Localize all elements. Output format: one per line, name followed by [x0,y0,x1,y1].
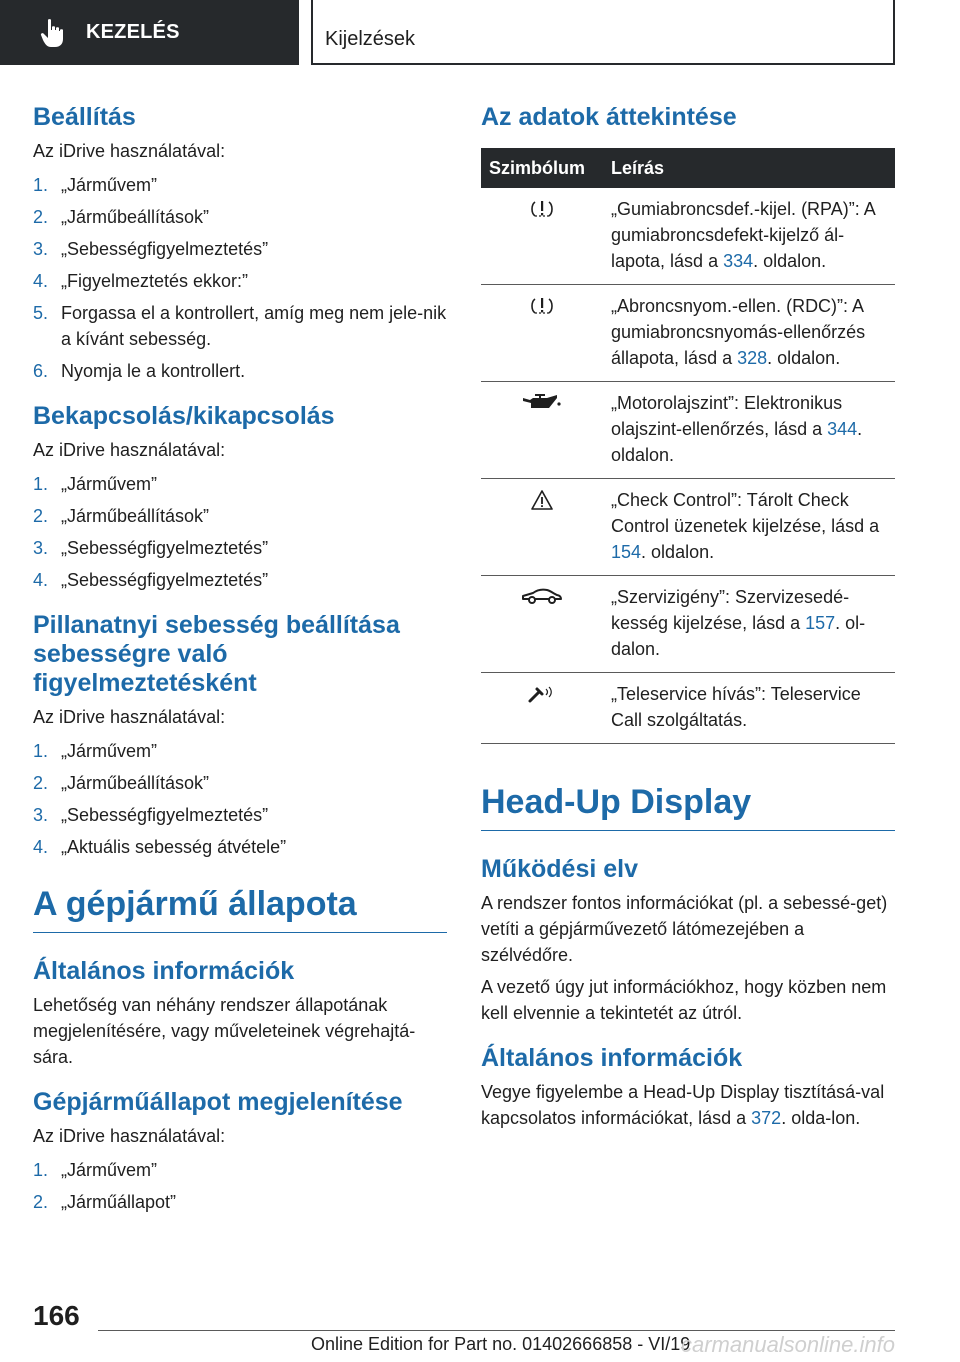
chapter-title: A gépjármű állapota [33,884,447,933]
chapter-header [311,0,895,65]
watermark: carmanualsonline.info [680,1332,895,1357]
section-title: Bekapcsolás/kikapcsolás [33,402,335,430]
list-item: 1. „Járművem” [33,474,158,494]
table-row: „Gumiabroncsdef.-kijel. (RPA)”: A gumiabroncsdefekt-kijelző ál-lapota, lásd a 334. oldalon. [481,188,895,285]
section-title: Általános információk [481,1044,743,1072]
teleservice-wrench-icon [527,683,557,705]
table-row: „Teleservice hívás”: Teleservice Call szolgáltatás. [481,673,895,744]
body-text: Vegye figyelembe a Head-Up Display tisztításá-val kapcsolatos információkat, lásd a 372. olda-lon. [481,1082,885,1128]
table-row: „Motorolajszint”: Elektronikus olajszint-ellenőrzés, lásd a 344. oldalon. [481,382,895,479]
step-list [33,471,447,593]
oil-can-icon [521,392,563,414]
page-link[interactable]: 154 [611,542,642,562]
warning-triangle-icon [530,489,554,511]
section-title: Általános információk [33,957,295,985]
intro-text: Az iDrive használatával: [33,707,226,727]
hand-pointer-icon [40,18,66,48]
page-link[interactable]: 334 [723,251,754,271]
step-list [33,172,447,384]
list-item: 2. „Járműbeállítások” [33,506,210,526]
chapter-label: Kijelzések [325,28,416,50]
column-header: Szimbólum [481,148,603,188]
table-title: Az adatok áttekintése [481,103,737,131]
edition-text: Online Edition for Part no. 01402666858 - VI/19 [311,1334,691,1354]
tire-pressure-warning-icon [529,198,555,220]
table-row: „Abroncsnyom.-ellen. (RDC)”: A gumiabroncsnyomás-ellenőrzés állapota, lásd a 328. oldalon. [481,285,895,382]
body-text: A vezető úgy jut információkhoz, hogy közben nem kell elvennie a tekintetét az útról. [481,977,887,1023]
page-number: 166 [33,1300,80,1331]
intro-text: Az iDrive használatával: [33,141,226,161]
body-text: A rendszer fontos információkat (pl. a sebessé-get) vetíti a gépjárművezető látómezejében a szélvédőre. [481,893,888,965]
tire-pressure-warning-icon [529,295,555,317]
table-row: „Check Control”: Tárolt Check Control üzenetek kijelzése, lásd a 154. oldalon. [481,479,895,576]
page-link[interactable]: 328 [737,348,768,368]
left-column [33,100,447,1221]
right-column [481,100,895,1131]
section-tab [0,0,299,65]
list-item: 1. „Járművem” [33,175,158,195]
list-item: 6. Nyomja le a kontrollert. [33,361,246,381]
section-title: Működési elv [481,855,638,883]
list-item: 4. „Aktuális sebesség átvétele” [33,837,287,857]
table-row: „Szervizigény”: Szervizesedé-kesség kijelzése, lásd a 157. ol-dalon. [481,576,895,673]
section-label: KEZELÉS [86,21,180,43]
list-item: 3. „Sebességfigyelmeztetés” [33,239,269,259]
list-item: 2. „Járműbeállítások” [33,773,210,793]
list-item: 3. „Sebességfigyelmeztetés” [33,805,269,825]
column-header: Leírás [603,148,895,188]
chapter-title: Head-Up Display [481,782,895,831]
list-item: 4. „Sebességfigyelmeztetés” [33,570,269,590]
section-title: Gépjárműállapot megjelenítése [33,1088,403,1116]
list-item: 2. „Járműbeállítások” [33,207,210,227]
intro-text: Az iDrive használatával: [33,1126,226,1146]
table-header-row [481,148,895,188]
step-list [33,1157,447,1215]
list-item: 1. „Járművem” [33,1160,158,1180]
footer-divider [98,1330,895,1331]
list-item: 1. „Járművem” [33,741,158,761]
page-link[interactable]: 344 [827,419,858,439]
list-item: 2. „Járműállapot” [33,1192,177,1212]
list-item: 3. „Sebességfigyelmeztetés” [33,538,269,558]
step-list [33,738,447,860]
page-link[interactable]: 157 [805,613,836,633]
symbol-table [481,148,895,744]
list-item: 4. „Figyelmeztetés ekkor:” [33,271,249,291]
car-service-icon [520,586,564,606]
section-title: Pillanatnyi sebesség beállítása sebességre való figyelmeztetésként [33,611,400,697]
body-text: Lehetőség van néhány rendszer állapotának megjelenítésére, vagy műveleteinek végrehajtá-sára. [33,995,416,1067]
intro-text: Az iDrive használatával: [33,440,226,460]
section-title: Beállítás [33,103,136,131]
page-link[interactable]: 372 [751,1108,782,1128]
list-item: 5. Forgassa el a kontrollert, amíg meg nem jele-nik a kívánt sebesség. [33,303,447,349]
